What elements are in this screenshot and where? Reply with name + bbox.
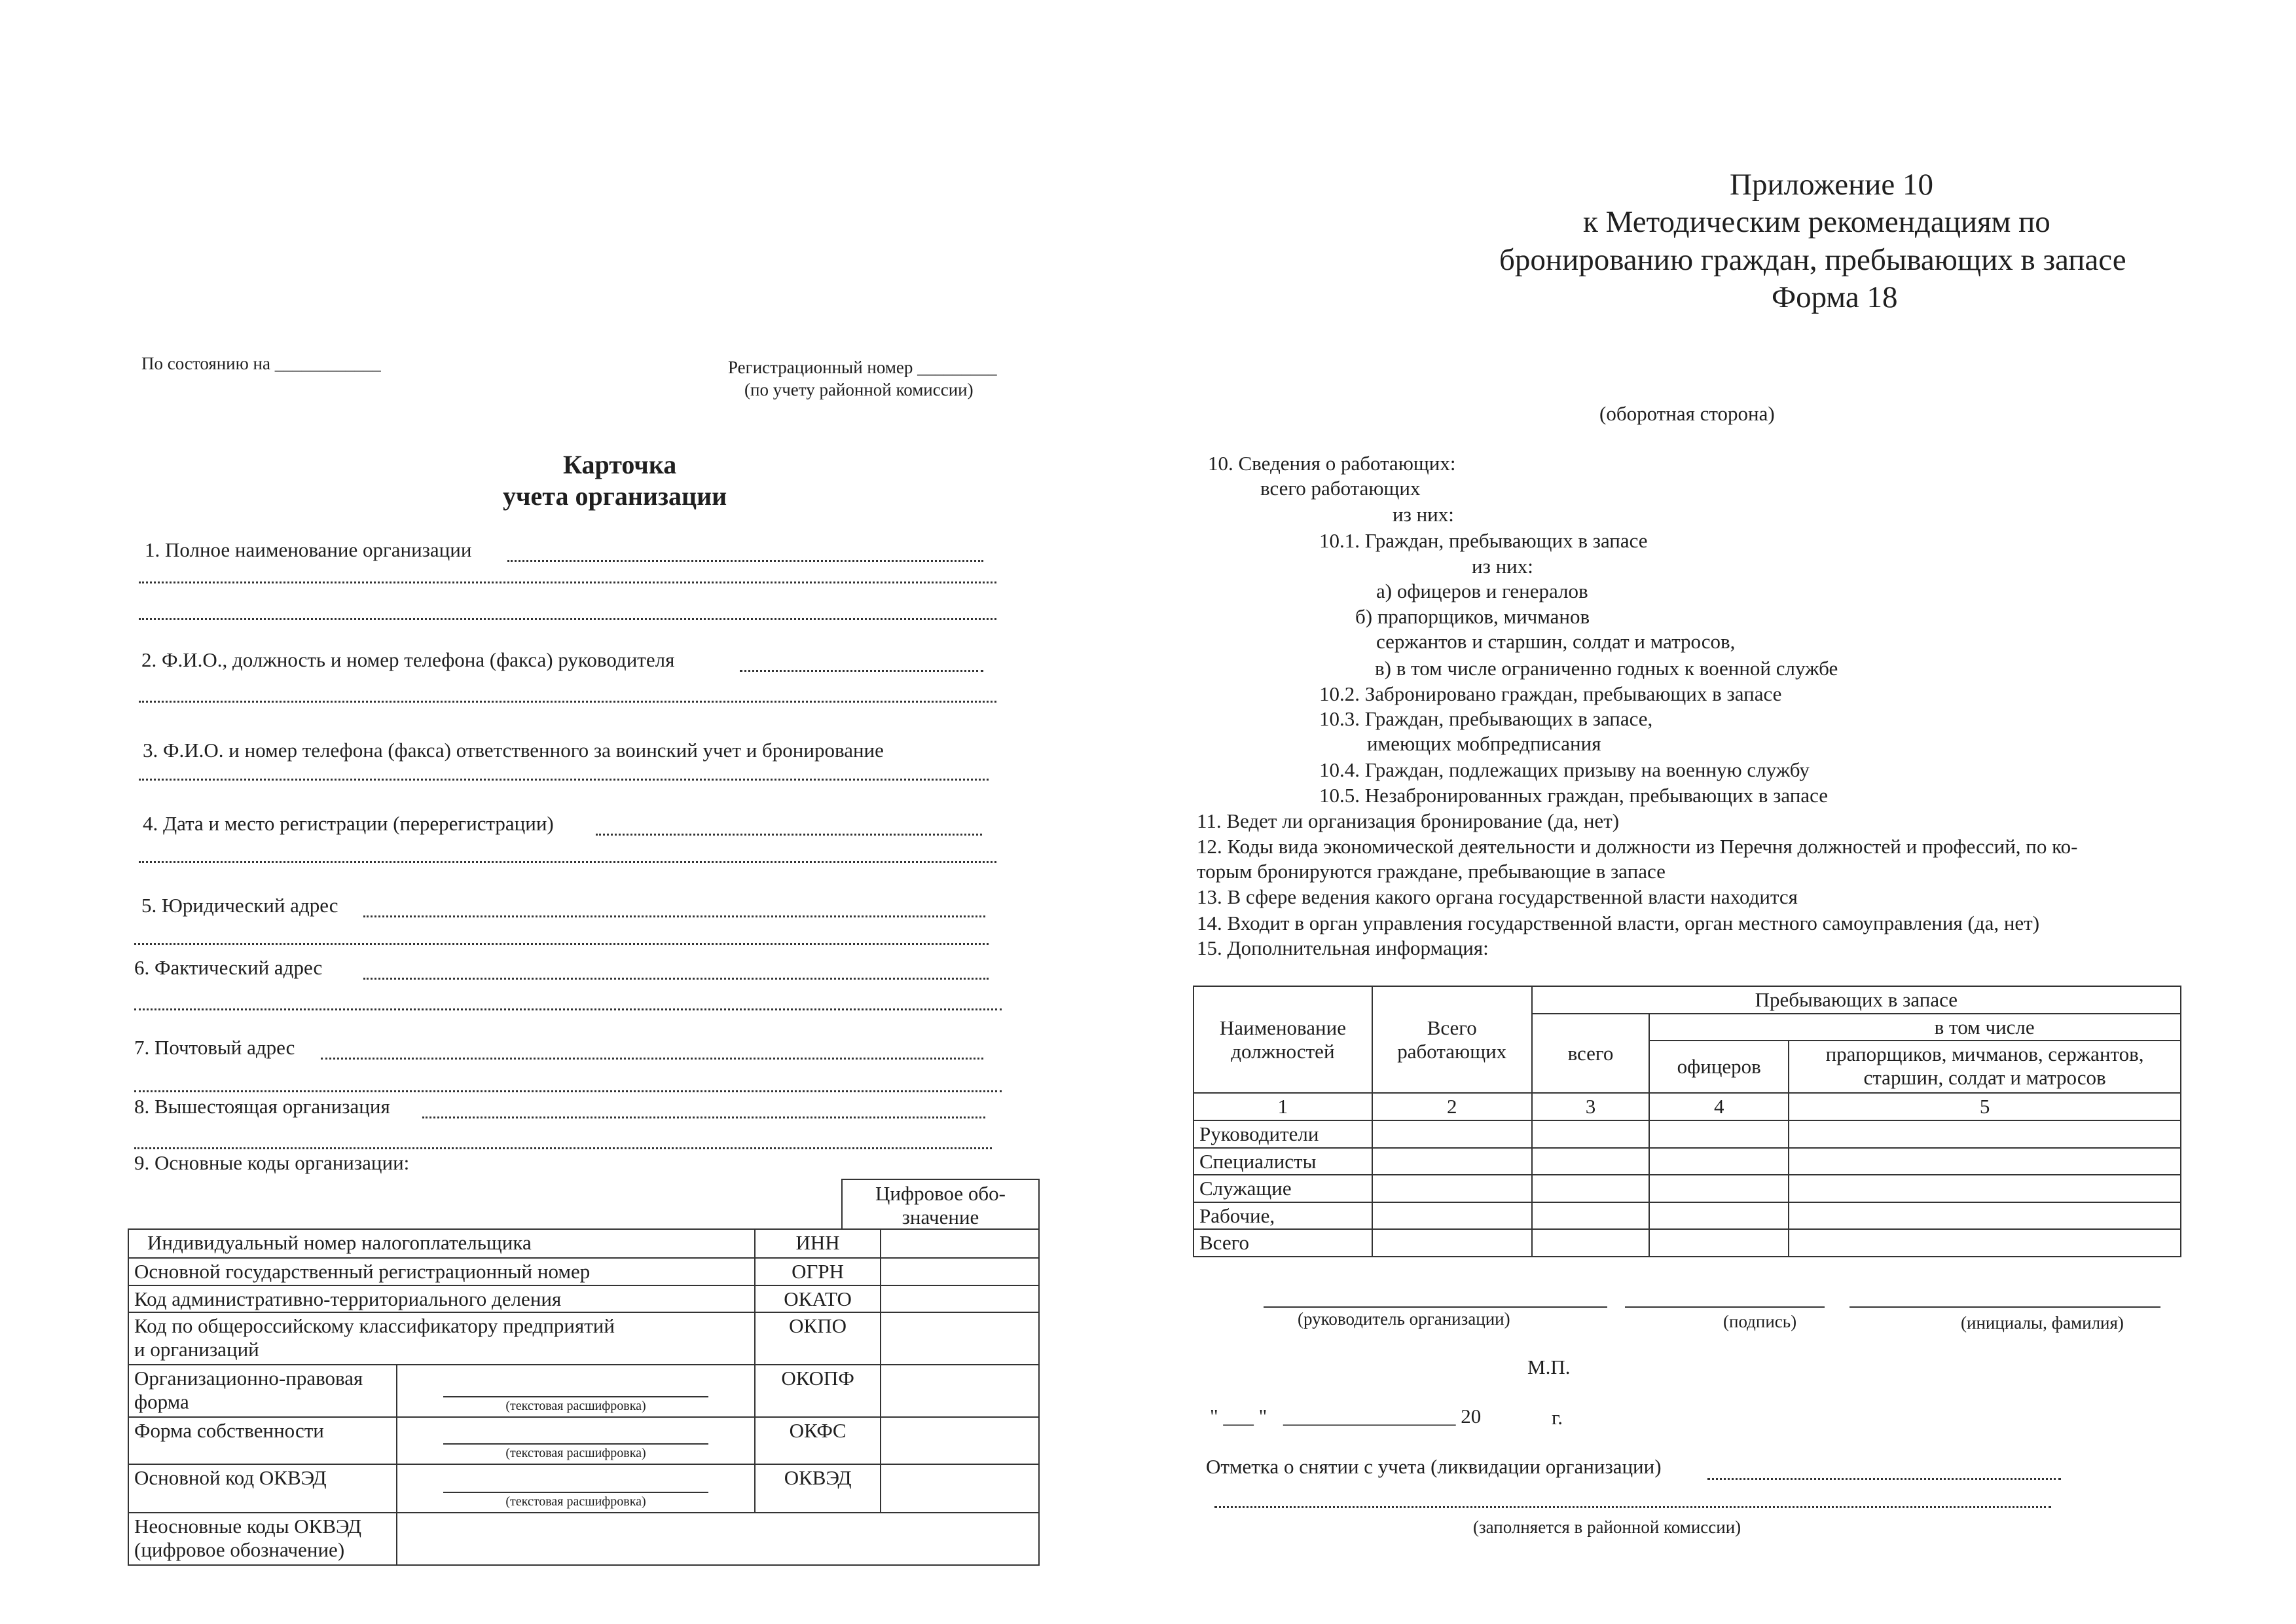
header-ensigns: прапорщиков, мичманов, сержантов, старшин, солдат и матросов	[1789, 1041, 2181, 1093]
field-postal-address-line[interactable]	[134, 1090, 1002, 1092]
column-number: 2	[1372, 1093, 1532, 1120]
table-row	[1194, 986, 2181, 1014]
workers-line: торым бронируются граждане, пребывающие в запасе	[1197, 860, 1666, 883]
workers-line: 10. Сведения о работающих:	[1208, 452, 1456, 475]
deregistration-line[interactable]	[1707, 1478, 2061, 1480]
deregistration-line[interactable]	[1214, 1506, 2051, 1508]
decode-caption: (текстовая расшифровка)	[443, 1396, 709, 1414]
table-cell[interactable]	[1372, 1175, 1532, 1202]
appendix-subject: бронированию граждан, пребывающих в запасе	[1499, 243, 2126, 277]
code-value-cell[interactable]	[881, 1258, 1039, 1285]
table-row	[1194, 1148, 2181, 1175]
deregistration-label: Отметка о снятии с учета (ликвидации организации)	[1206, 1455, 1662, 1478]
workers-line: а) офицеров и генералов	[1376, 580, 1588, 602]
row-label: Рабочие,	[1194, 1202, 1372, 1230]
table-cell[interactable]	[1372, 1120, 1532, 1148]
initials-signature-line[interactable]	[1850, 1306, 2160, 1308]
table-row	[1194, 1202, 2181, 1230]
field-full-name-label: 1. Полное наименование организации	[145, 538, 472, 561]
initials-caption: (инициалы, фамилия)	[1961, 1313, 2124, 1333]
code-row-name: Организационно-правовая форма	[128, 1365, 397, 1417]
workers-line: 12. Коды вида экономической деятельности и должности из Перечня должностей и профессий, по ко-	[1197, 835, 2078, 858]
as-of-date: По состоянию на ____________	[141, 354, 381, 373]
field-registration-line[interactable]	[139, 861, 996, 863]
form-number: Форма 18	[1772, 280, 1898, 314]
code-row-code: ИНН	[755, 1229, 880, 1258]
table-row	[128, 1285, 1039, 1313]
workers-line: 10.1. Граждан, пребывающих в запасе	[1319, 529, 1648, 552]
date-day-field[interactable]: " ___ "	[1210, 1405, 1267, 1428]
field-registration-line[interactable]	[596, 834, 982, 836]
table-row	[128, 1258, 1039, 1285]
code-value-cell[interactable]	[881, 1365, 1039, 1417]
field-actual-address-line[interactable]	[363, 978, 989, 980]
card-title-line1: Карточка	[563, 450, 677, 479]
table-cell[interactable]	[1789, 1202, 2181, 1230]
decode-caption: (текстовая расшифровка)	[443, 1443, 709, 1461]
row-label: Служащие	[1194, 1175, 1372, 1202]
workers-line: 10.3. Граждан, пребывающих в запасе,	[1319, 707, 1653, 730]
workers-line: 10.2. Забронировано граждан, пребывающих в запасе	[1319, 682, 1782, 705]
header-officers: офицеров	[1649, 1041, 1789, 1093]
field-director-label: 2. Ф.И.О., должность и номер телефона (факса) руководителя	[141, 648, 675, 671]
code-row-code: ОКВЭД	[755, 1464, 880, 1513]
field-full-name-line[interactable]	[139, 618, 996, 620]
code-row-name: Неосновные коды ОКВЭД (цифровое обозначение)	[128, 1513, 397, 1565]
field-full-name-line[interactable]	[507, 560, 983, 562]
row-label: Специалисты	[1194, 1148, 1372, 1175]
field-legal-address-line[interactable]	[134, 943, 989, 945]
table-row	[128, 1312, 1039, 1365]
column-number: 4	[1649, 1093, 1789, 1120]
field-parent-org-line[interactable]	[422, 1116, 985, 1118]
signature-caption: (подпись)	[1723, 1312, 1797, 1331]
code-row-code: ОКПО	[755, 1312, 880, 1365]
date-month-field[interactable]: _________________ 20	[1283, 1405, 1482, 1428]
decode-cell[interactable]	[397, 1464, 756, 1513]
table-row	[1194, 1175, 2181, 1202]
field-actual-address-label: 6. Фактический адрес	[134, 956, 323, 979]
code-row-code: ОКОПФ	[755, 1365, 880, 1417]
table-cell[interactable]	[1532, 1229, 1650, 1257]
code-row-code: ОКФС	[755, 1417, 880, 1464]
workers-line: в) в том числе ограниченно годных к военной службе	[1375, 657, 1838, 680]
table-cell[interactable]	[1649, 1202, 1789, 1230]
table-cell[interactable]	[1789, 1148, 2181, 1175]
header-reserve: Пребывающих в запасе	[1532, 986, 2181, 1014]
column-number: 3	[1532, 1093, 1650, 1120]
table-cell[interactable]	[1649, 1229, 1789, 1257]
secondary-okved-cell[interactable]	[397, 1513, 1039, 1565]
workers-line: б) прапорщиков, мичманов	[1355, 605, 1590, 628]
code-row-name: Индивидуальный номер налогоплательщика	[128, 1229, 755, 1258]
code-value-cell[interactable]	[881, 1417, 1039, 1464]
row-label: Всего	[1194, 1229, 1372, 1257]
head-signature-line[interactable]	[1264, 1306, 1607, 1308]
field-responsible-line[interactable]	[139, 779, 989, 781]
staff-table	[1193, 986, 2181, 1257]
code-value-cell[interactable]	[881, 1464, 1039, 1513]
table-cell[interactable]	[1789, 1175, 2181, 1202]
code-row-code: ОКАТО	[755, 1285, 880, 1313]
registration-number: Регистрационный номер _________	[728, 358, 997, 377]
table-row	[1194, 1229, 2181, 1257]
field-director-line[interactable]	[139, 701, 996, 703]
table-cell[interactable]	[1649, 1148, 1789, 1175]
table-row	[128, 1464, 1039, 1513]
field-postal-address-label: 7. Почтовый адрес	[134, 1036, 295, 1059]
head-caption: (руководитель организации)	[1298, 1309, 1510, 1329]
column-number: 5	[1789, 1093, 2181, 1120]
header-total: Всего работающих	[1372, 986, 1532, 1093]
table-row	[1194, 1093, 2181, 1120]
stamp-place: М.П.	[1527, 1356, 1571, 1378]
field-responsible-label: 3. Ф.И.О. и номер телефона (факса) ответственного за воинский учет и бронирование	[143, 739, 884, 762]
code-row-code: ОГРН	[755, 1258, 880, 1285]
table-cell[interactable]	[1532, 1148, 1650, 1175]
reverse-side-note: (оборотная сторона)	[1599, 402, 1775, 425]
field-director-line[interactable]	[740, 670, 983, 672]
code-value-cell[interactable]	[881, 1229, 1039, 1258]
table-cell[interactable]	[1649, 1175, 1789, 1202]
workers-line: имеющих мобпредписания	[1367, 732, 1601, 755]
table-cell[interactable]	[1789, 1229, 2181, 1257]
table-row	[128, 1417, 1039, 1464]
code-row-name: Основной код ОКВЭД	[128, 1464, 397, 1513]
code-row-name: Основной государственный регистрационный номер	[128, 1258, 755, 1285]
org-codes-label: 9. Основные коды организации:	[134, 1151, 410, 1174]
workers-line: 11. Ведет ли организация бронирование (да, нет)	[1197, 809, 1620, 832]
field-legal-address-label: 5. Юридический адрес	[141, 894, 338, 917]
decode-caption: (текстовая расшифровка)	[443, 1492, 709, 1509]
field-parent-org-line[interactable]	[134, 1147, 992, 1149]
field-legal-address-line[interactable]	[363, 915, 985, 917]
workers-line: 10.4. Граждан, подлежащих призыву на военную службу	[1319, 758, 1810, 781]
table-cell[interactable]	[1789, 1120, 2181, 1148]
field-registration-label: 4. Дата и место регистрации (перерегистрации)	[143, 812, 554, 835]
workers-line: 14. Входит в орган управления государственной власти, орган местного самоуправления (да, нет)	[1197, 912, 2040, 934]
org-codes-table	[128, 1228, 1040, 1566]
code-row-name: Код административно-территориального деления	[128, 1285, 755, 1313]
table-cell[interactable]	[1372, 1148, 1532, 1175]
decode-cell[interactable]	[397, 1417, 756, 1464]
card-title-line2: учета организации	[503, 481, 727, 511]
field-full-name-line[interactable]	[139, 581, 996, 583]
workers-line: 10.5. Незабронированных граждан, пребывающих в запасе	[1319, 784, 1829, 807]
workers-line: 15. Дополнительная информация:	[1197, 936, 1489, 959]
workers-line: из них:	[1472, 555, 1533, 578]
column-number: 1	[1194, 1093, 1372, 1120]
table-cell[interactable]	[1532, 1202, 1650, 1230]
field-parent-org-label: 8. Вышестоящая организация	[134, 1095, 390, 1118]
field-actual-address-line[interactable]	[134, 1008, 1002, 1010]
code-value-cell[interactable]	[881, 1285, 1039, 1313]
code-value-cell[interactable]	[881, 1312, 1039, 1365]
workers-line: сержантов и старшин, солдат и матросов,	[1376, 630, 1736, 653]
workers-line: из них:	[1393, 503, 1454, 526]
table-row	[1194, 1120, 2181, 1148]
table-cell[interactable]	[1372, 1229, 1532, 1257]
digital-designation-header: Цифровое обо-значение	[841, 1179, 1040, 1230]
appendix-reference: к Методическим рекомендациям по	[1583, 205, 2050, 239]
header-all: всего	[1532, 1014, 1650, 1094]
table-cell[interactable]	[1649, 1120, 1789, 1148]
workers-line: 13. В сфере ведения какого органа государственной власти находится	[1197, 885, 1798, 908]
table-row	[128, 1229, 1039, 1258]
table-row	[128, 1513, 1039, 1565]
signature-line[interactable]	[1625, 1306, 1825, 1308]
code-row-name: Форма собственности	[128, 1417, 397, 1464]
table-cell[interactable]	[1372, 1202, 1532, 1230]
header-including: в том числе	[1649, 1014, 2181, 1041]
row-label: Руководители	[1194, 1120, 1372, 1148]
decode-cell[interactable]	[397, 1365, 756, 1417]
header-positions: Наименование должностей	[1194, 986, 1372, 1093]
registration-note: (по учету районной комиссии)	[744, 380, 974, 399]
district-note: (заполняется в районной комиссии)	[1473, 1517, 1741, 1537]
date-year-suffix: г.	[1552, 1406, 1563, 1429]
appendix-number: Приложение 10	[1730, 168, 1934, 202]
table-row	[128, 1365, 1039, 1417]
field-postal-address-line[interactable]	[321, 1058, 983, 1060]
table-cell[interactable]	[1532, 1120, 1650, 1148]
workers-line: всего работающих	[1260, 477, 1421, 500]
table-cell[interactable]	[1532, 1175, 1650, 1202]
code-row-name: Код по общероссийскому классификатору предприятий и организаций	[128, 1312, 755, 1365]
